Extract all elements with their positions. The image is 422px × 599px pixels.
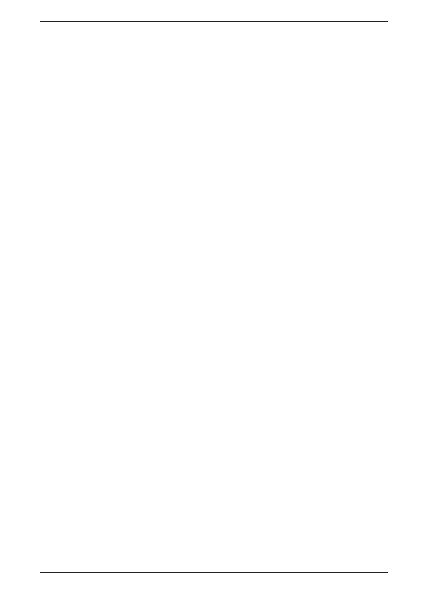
body-text [40,28,388,135]
block-quote [58,91,370,102]
paragraph-5 [40,108,388,120]
paragraph-1 [40,28,388,40]
paragraph-6 [40,123,388,135]
footer-rule [40,572,388,573]
document-page [40,6,388,589]
page-footer [40,572,388,589]
running-head-title [40,6,388,21]
header-rule [40,21,388,22]
paragraph-3 [40,59,388,71]
paragraph-4 [40,75,388,87]
paragraph-2 [40,44,388,56]
footer-row [40,577,388,589]
